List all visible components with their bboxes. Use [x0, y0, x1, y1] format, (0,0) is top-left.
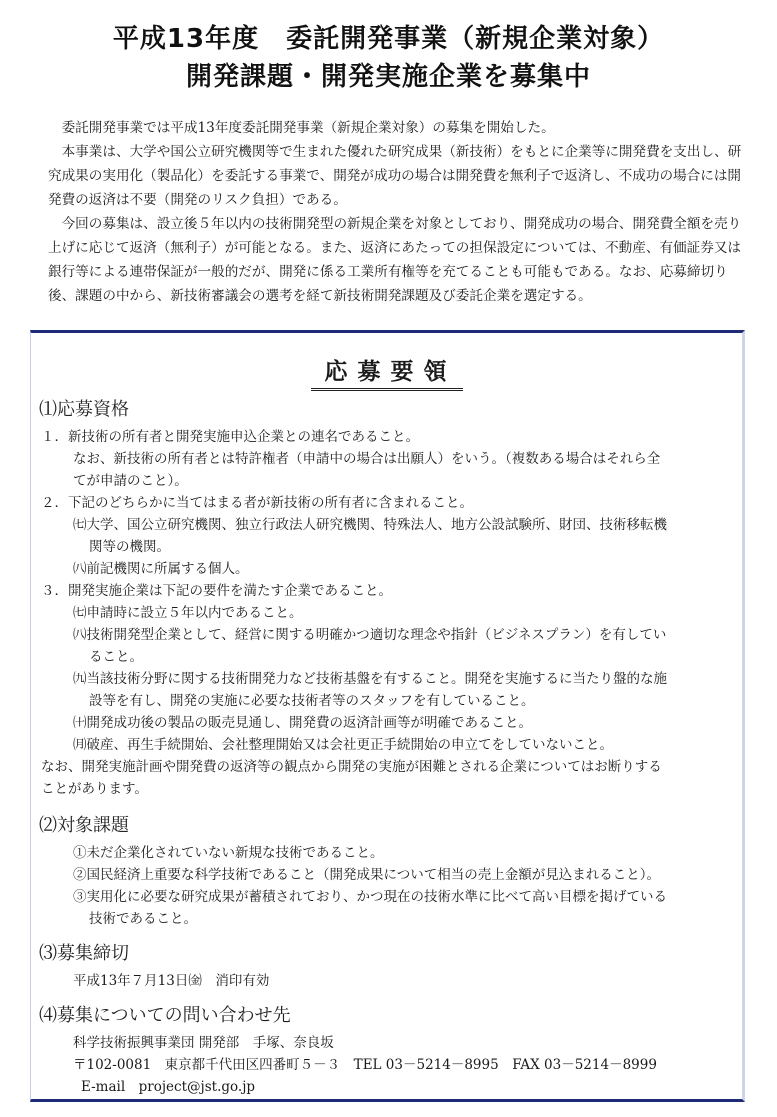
contact-address: 〒102-0081 東京都千代田区四番町５－３ TEL 03－5214－8995 FAX 03－5214－8999: [73, 1057, 657, 1073]
target-topic-3-line2: 技術であること。: [89, 911, 197, 927]
intro-paragraph-1: 委託開発事業では平成13年度委託開発事業（新規企業対象）の募集を開始した。: [61, 120, 555, 136]
eligibility-item-3-a: ㈦申請時に設立５年以内であること。: [73, 605, 303, 621]
intro-paragraph-2: 本事業は、大学や国公立研究機関等で生まれた優れた研究成果（新技術）をもとに企業等に開発費を支出し、研究成果の実用化（製品化）を委託する事業で、開発が成功の場合は開発費を無利子で返済し、不成功の場合には開発費の返済は不要（開発のリスク負担）である。: [48, 144, 742, 208]
eligibility-item-3-d: ㈩開発成功後の製品の販売見通し、開発費の返済計画等が明確であること。: [73, 715, 532, 731]
eligibility-item-2-a-line1: ㈦大学、国公立研究機関、独立行政法人研究機関、特殊法人、地方公設試験所、財団、技術移転機: [73, 517, 667, 533]
page-subtitle: 開発課題・開発実施企業を募集中: [185, 62, 591, 92]
application-guidelines-box: [30, 330, 745, 1102]
eligibility-item-1: １．新技術の所有者と開発実施申込企業との連名であること。: [41, 429, 419, 445]
eligibility-item-2-b: ㈧前記機関に所属する個人。: [73, 561, 249, 577]
eligibility-item-1-note-b: てが申請のこと）。: [73, 473, 188, 489]
guidelines-heading: 応募要領: [31, 353, 742, 391]
target-topic-2: ②国民経済上重要な科学技術であること（開発成果について相当の売上金額が見込まれること）。: [73, 867, 660, 883]
eligibility-item-3-b-line2: ること。: [89, 649, 143, 665]
eligibility-note-line2: ことがあります。: [41, 781, 148, 797]
eligibility-item-3: ３．開発実施企業は下記の要件を満たす企業であること。: [41, 583, 392, 599]
eligibility-item-2: ２．下記のどちらかに当てはまる者が新技術の所有者に含まれること。: [41, 495, 473, 511]
contact-organization: 科学技術振興事業団 開発部 手塚、奈良坂: [73, 1035, 334, 1051]
section-contact-heading: ⑷募集についての問い合わせ先: [39, 1005, 291, 1026]
section-target-topics-heading: ⑵対象課題: [39, 815, 129, 836]
page-title: 平成13年度 委託開発事業（新規企業対象）: [112, 24, 665, 54]
section-deadline-heading: ⑶募集締切: [39, 943, 129, 964]
deadline-text: 平成13年７月13日㈮ 消印有効: [73, 973, 270, 989]
target-topic-1: ①未だ企業化されていない新規な技術であること。: [73, 845, 384, 861]
section-eligibility-heading: ⑴応募資格: [39, 399, 129, 420]
intro-text: [48, 116, 748, 308]
target-topic-3-line1: ③実用化に必要な研究成果が蓄積されており、かつ現在の技術水準に比べて高い目標を掲げている: [73, 889, 667, 905]
eligibility-note-line1: なお、開発実施計画や開発費の返済等の観点から開発の実施が困難とされる企業についてはお断りする: [41, 759, 662, 775]
eligibility-item-3-c-line2: 設等を有し、開発の実施に必要な技術者等のスタッフを有していること。: [89, 693, 535, 709]
eligibility-item-1-note-a: なお、新技術の所有者とは特許権者（申請中の場合は出願人）をいう。（複数ある場合はそれら全: [73, 451, 661, 467]
contact-email[interactable]: E-mail project@jst.go.jp: [81, 1079, 256, 1095]
eligibility-item-3-b-line1: ㈧技術開発型企業として、経営に関する明確かつ適切な理念や指針（ビジネスプラン）を有してい: [73, 627, 667, 643]
eligibility-item-3-c-line1: ㈨当該技術分野に関する技術開発力など技術基盤を有すること。開発を実施するに当たり盤的な施: [73, 671, 667, 687]
eligibility-item-2-a-line2: 関等の機関。: [89, 539, 170, 555]
eligibility-item-3-e: ㈪破産、再生手続開始、会社整理開始又は会社更正手続開始の申立てをしていないこと。: [73, 737, 613, 753]
intro-paragraph-3: 今回の募集は、設立後５年以内の技術開発型の新規企業を対象としており、開発成功の場合、開発費全額を売り上げに応じて返済（無利子）が可能となる。また、返済にあたっての担保設定については、不動産、有価証券又は銀行等による連帯保証が一般的だが、開発に係る工業所有権等を充てることも可能もである。なお、応募締切り後、課題の中から、新技術審議会の選考を経て新技術開発課題及び委託企業を選定する。: [48, 216, 742, 304]
